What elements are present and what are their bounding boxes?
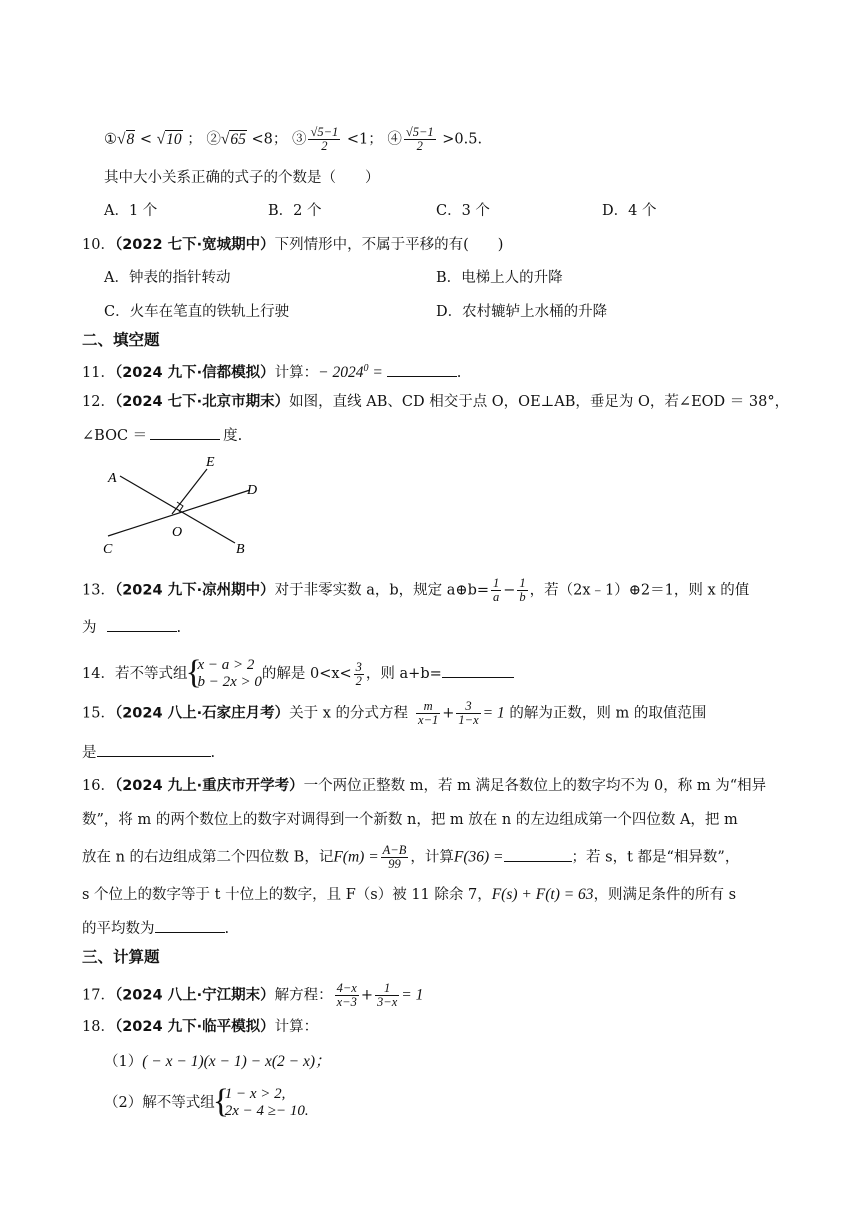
q9-item-4-marker: ④ — [387, 131, 402, 148]
q9-option-d: D．4 个 — [602, 203, 657, 219]
q18-system — [215, 1086, 309, 1120]
q9-option-a: A．1 个 — [104, 203, 158, 219]
q18-part1 — [104, 1052, 331, 1072]
q9-statements: ①√8 < √10 ； ②√65 <8； ③ $\frac{√5-1}{2}$ <1； ④ $\frac{√5-1}{2}$ >0.5. — [104, 125, 483, 153]
q9-question: 其中大小关系正确的式子的个数是（ ） — [104, 170, 380, 186]
section-fill-in-title: 二、填空题 — [82, 331, 160, 349]
q18-part1-expr: ( − x − 1)(x − 1) − x(2 − x)； — [142, 1053, 331, 1070]
q18-stem — [82, 1017, 318, 1037]
q18-part2-label: （2）解不等式组 — [104, 1095, 215, 1111]
q18-system-line-2: 2x − 4 ≥− 10. — [224, 1103, 309, 1119]
q13-number: 13． — [82, 582, 115, 599]
q11-stem — [82, 359, 461, 383]
q17-source: （2024 八上·宁江期末） — [114, 987, 275, 1004]
q17-stem — [82, 982, 423, 1009]
q12-source: （2024 七下·北京市期末） — [114, 394, 290, 410]
q10-number: 10． — [82, 237, 115, 253]
q12-stem — [82, 392, 789, 412]
q15-answer-blank[interactable] — [97, 742, 211, 757]
q15-text-a: 关于 x 的分式方程 — [289, 705, 409, 722]
q14-system — [187, 657, 261, 691]
q11-expr: − 2024 — [318, 363, 364, 381]
q14-text-b: 的解是 0<x< — [261, 666, 352, 682]
q13-fraction-1: $\frac{1}{a}$ — [493, 576, 500, 604]
q15-eq: = 1 — [482, 704, 505, 722]
q9-item-1-radicand-b: 10 — [166, 130, 182, 148]
q16-source: （2024 九上·重庆市开学考） — [114, 778, 304, 794]
q9-item-3-fraction: $\frac{√5-1}{2}$ — [310, 125, 339, 153]
q16-line4 — [82, 885, 736, 905]
q15-fraction-1: $\frac{m}{x-1}$ — [418, 699, 439, 727]
q16-fm: F(m) = — [333, 848, 379, 866]
q10-option-a: A．钟表的指针转动 — [104, 270, 231, 286]
q13-text-a: 对于非零实数 a，b，规定 a⊕b= — [274, 582, 489, 599]
q16-line3 — [82, 844, 739, 871]
q16-text-3b: ，计算 — [410, 849, 454, 866]
q16-text-5: 的平均数为 — [82, 921, 155, 937]
q16-text-1: 一个两位正整数 m，若 m 满足各数位上的数字均不为 0，称 m 为“相异 — [303, 778, 767, 794]
q16-text-3c: ；若 s，t 都是“相异数”， — [571, 849, 740, 866]
q10-source: （2022 七下·宽城期中） — [114, 237, 275, 253]
q13-answer-blank[interactable] — [107, 617, 177, 632]
q16-answer-blank-1[interactable] — [504, 847, 572, 862]
q9-item-2-rel: <8； — [246, 131, 288, 148]
q12-line2 — [82, 425, 242, 446]
q14-stem — [82, 657, 514, 691]
label-b: B — [236, 542, 245, 557]
q15-end: . — [210, 745, 216, 761]
q16-f36: F(36) = — [453, 848, 504, 866]
q18-system-line-1: { 1 − x > 2, — [224, 1086, 286, 1102]
q12-number: 12． — [82, 394, 115, 410]
q12-answer-blank[interactable] — [150, 425, 220, 440]
q14-text-a: 若不等式组 — [114, 666, 188, 682]
q16-text-4b: ，则满足条件的所有 s — [593, 887, 737, 903]
q13-text-b: ，若（2x﹣1）⊕2＝1，则 x 的值 — [529, 582, 750, 599]
q16-end: . — [224, 921, 230, 937]
q15-number: 15． — [82, 705, 115, 722]
q18-source: （2024 九下·临平模拟） — [114, 1019, 275, 1035]
q9-option-c: C．3 个 — [436, 203, 490, 219]
q9-option-b: B．2 个 — [268, 203, 322, 219]
q16-fraction: $\frac{A-B}{99}$ — [382, 843, 407, 871]
q13-minus: − — [503, 582, 516, 599]
q15-plus: + — [442, 705, 455, 722]
q14-answer-blank[interactable] — [442, 663, 514, 678]
q17-number: 17． — [82, 987, 115, 1004]
q12-figure — [100, 452, 270, 560]
q17-fraction-2: $\frac{1}{3-x}$ — [377, 981, 398, 1009]
q9-item-4-fraction: $\frac{√5-1}{2}$ — [405, 125, 434, 153]
q11-answer-blank[interactable] — [387, 362, 457, 377]
q14-fraction: $\frac{3}{2}$ — [355, 659, 362, 688]
q14-number: 14． — [82, 666, 115, 682]
q13-end: . — [176, 620, 182, 636]
q15-source: （2024 八上·石家庄月考） — [114, 705, 290, 722]
q18-part1-label: （1） — [104, 1054, 143, 1070]
q14-system-line-1: { x − a > 2 — [197, 657, 255, 673]
label-d: D — [247, 483, 258, 498]
q10-stem — [82, 235, 503, 255]
q10-option-b: B．电梯上人的升降 — [436, 270, 563, 286]
q9-item-2-radicand: 65 — [230, 130, 246, 148]
q12-angle: ∠BOC ＝ — [82, 428, 148, 444]
q10-text: 下列情形中，不属于平移的有( ) — [274, 237, 504, 253]
q11-text: 计算： — [274, 364, 319, 381]
q13-stem — [82, 577, 749, 604]
q17-eq: = 1 — [401, 986, 424, 1004]
q10-option-c: C．火车在笔直的铁轨上行驶 — [104, 304, 290, 320]
q14-text-c: ，则 a+b= — [365, 666, 442, 682]
q17-plus: + — [360, 987, 374, 1004]
q13-line2-text: 为 — [82, 620, 97, 636]
label-a: A — [108, 471, 117, 486]
q16-text-3a: 放在 n 的右边组成第二个四位数 B，记 — [82, 849, 334, 866]
q18-part2 — [104, 1086, 309, 1120]
label-c: C — [103, 542, 113, 557]
q11-number: 11． — [82, 364, 115, 381]
label-o: O — [172, 525, 183, 540]
q15-fraction-2: $\frac{3}{1-x}$ — [458, 699, 479, 727]
q16-number: 16． — [82, 778, 115, 794]
q9-sep: ； — [182, 131, 202, 148]
section-calculation-title: 三、计算题 — [82, 948, 160, 966]
q11-source: （2024 九下·信都模拟） — [114, 364, 275, 381]
q16-answer-blank-2[interactable] — [155, 918, 225, 933]
q11-exponent: 0 — [363, 363, 369, 374]
label-e: E — [206, 455, 215, 470]
q15-text-b: 的解为正数，则 m 的取值范围 — [509, 705, 707, 722]
q14-system-line-2: b − 2x > 0 — [197, 674, 262, 690]
q15-line2-text: 是 — [82, 745, 97, 761]
q9-item-3-rel: <1； — [342, 131, 383, 148]
q13-line2 — [82, 617, 181, 638]
q9-item-4-rel: >0.5. — [437, 131, 483, 148]
q16-text-4a: s 个位上的数字等于 t 十位上的数字，且 F（s）被 11 除余 7， — [82, 887, 492, 903]
q11-end: . — [456, 364, 462, 381]
q15-stem — [82, 700, 706, 727]
q9-item-1-rel: < — [135, 131, 157, 148]
q16-expr: F(s) + F(t) = 63 — [491, 886, 594, 903]
q13-source: （2024 九下·凉州期中） — [114, 582, 275, 599]
q12-unit: 度. — [223, 428, 243, 444]
q16-line5 — [82, 918, 229, 939]
q9-item-2-marker: ② — [206, 131, 221, 148]
q18-number: 18． — [82, 1019, 115, 1035]
q18-text: 计算： — [274, 1019, 319, 1035]
q16-line1 — [82, 776, 766, 796]
q9-item-1-radicand-a: 8 — [126, 130, 135, 148]
q12-text: 如图，直线 AB、CD 相交于点 O，OE⊥AB，垂足为 O，若∠EOD ＝ 38°， — [289, 394, 790, 410]
q9-item-3-marker: ③ — [291, 131, 307, 148]
q17-fraction-1: $\frac{4-x}{x-3}$ — [336, 981, 357, 1009]
q11-eq: = — [368, 363, 387, 381]
q15-line2 — [82, 742, 215, 763]
q10-option-d: D．农村辘轳上水桶的升降 — [436, 304, 608, 320]
q9-item-1-marker: ① — [104, 131, 117, 148]
ray-oe — [172, 469, 207, 514]
q17-text: 解方程： — [274, 987, 333, 1004]
q16-line2: 数”，将 m 的两个数位上的数字对调得到一个新数 n，把 m 放在 n 的左边组成第一个四位数 A，把 m — [82, 812, 738, 828]
q13-fraction-2: $\frac{1}{b}$ — [519, 576, 526, 604]
